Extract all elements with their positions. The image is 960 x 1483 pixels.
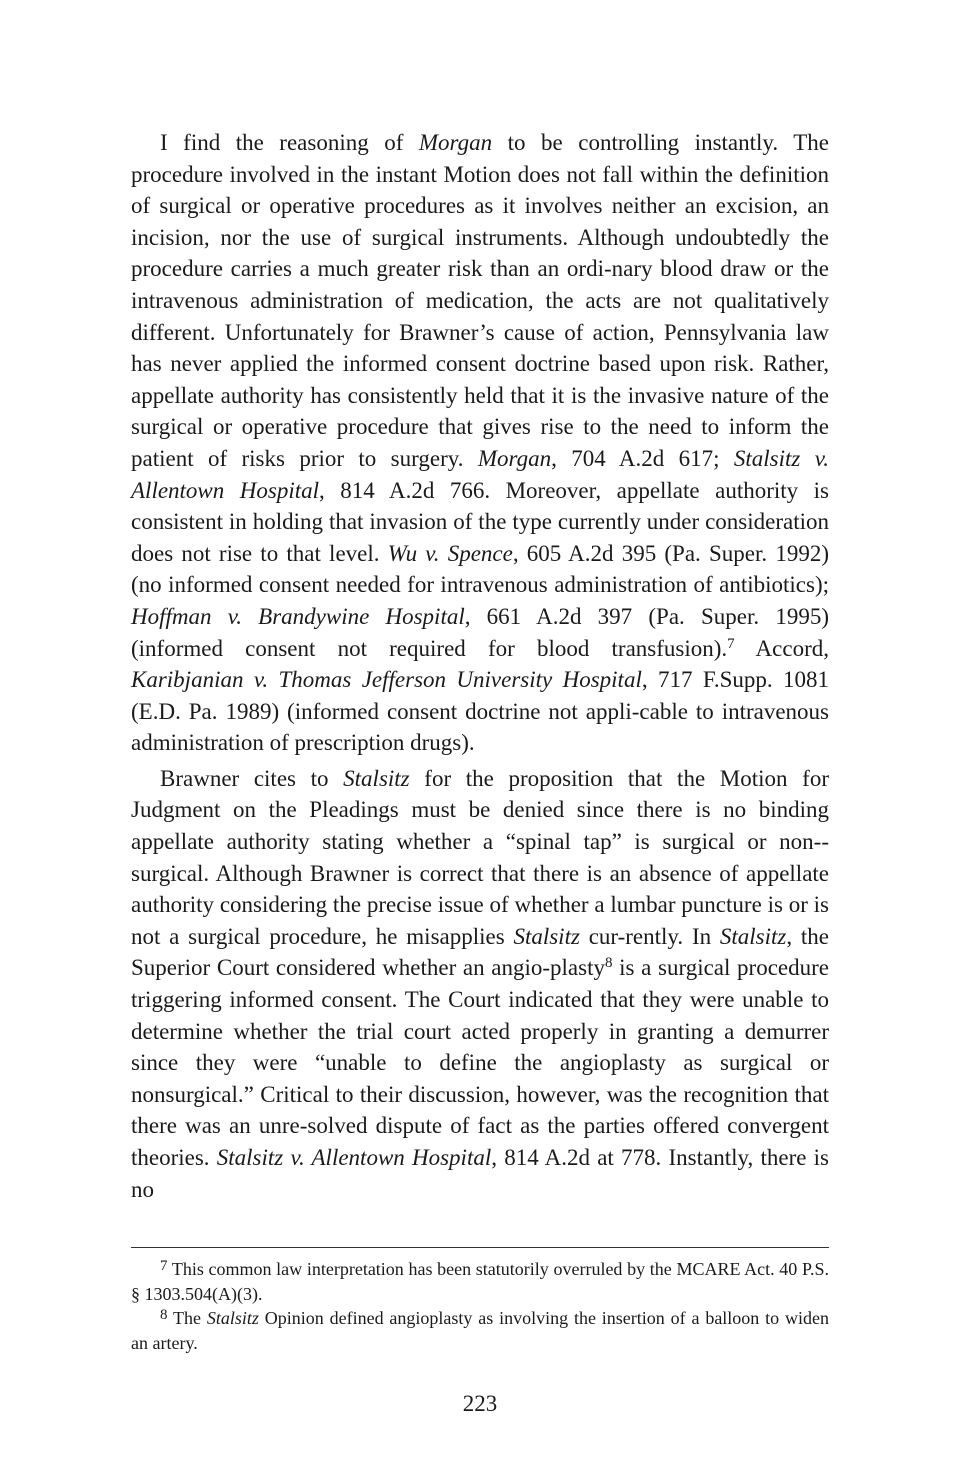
text-run: , the Superior Court considered whether an angio-plasty: [131, 923, 829, 981]
case-citation: Morgan: [477, 445, 552, 471]
text-run: , 605 A.2d 395 (Pa. Super. 1992) (no informed consent needed for intravenous administration of antibiotics);: [131, 540, 829, 598]
footnotes: [131, 1247, 829, 1355]
text-run: for the proposition that the Motion for Judgment on the Pleadings must be denied since there is no binding appellate authority stating whether a “spinal tap” is surgical or non-surgical. Although Brawner is correct that there is an absence of appellate authority considering the precise issue of whether a lumbar puncture is or is not a surgical procedure, he misapplies: [131, 765, 829, 949]
footnote-reference: 8: [604, 955, 613, 972]
text-run: Accord,: [734, 635, 829, 661]
page-number: 223: [462, 1391, 498, 1416]
text-run: , 814 A.2d 766. Moreover, appellate authority is consistent in holding that invasion of the type currently under consideration does not rise to that level.: [131, 477, 829, 566]
footnote-8-marker: 8: [160, 1307, 168, 1323]
footnote-8-text-after: Opinion defined angioplasty as involving the insertion of a balloon to widen an artery.: [131, 1308, 830, 1353]
footnote-8: [131, 1306, 829, 1355]
footnote-7: [131, 1257, 829, 1306]
document-body: [131, 127, 829, 1205]
text-run: , 717 F.Supp. 1081 (E.D. Pa. 1989) (informed consent doctrine not appli-cable to intravenous administration of prescription drugs).: [131, 667, 829, 756]
paragraph-1: [131, 127, 829, 759]
text-run: , 814 A.2d at 778. Instantly, there is no: [131, 1145, 829, 1202]
footnote-7-text: This common law interpretation has been statutorily overruled by the MCARE Act. 40 P.S. § 1303.504(A)(3).: [131, 1259, 829, 1304]
case-citation: Stalsitz: [719, 923, 787, 949]
text-run: I find the reasoning of: [160, 130, 419, 155]
text-run: Brawner cites to: [160, 765, 344, 791]
text-run: to be controlling instantly. The procedure involved in the instant Motion does not fall within the definition of surgical or operative procedures as it involves neither an excision, an incision, nor the use of surgical instruments. Although undoubtedly the procedure carries a much greater risk than an ordi-nary blood draw or the intravenous administration of medication, the acts are not qualitatively different. Unfortunately for Brawner’s cause of action, Pennsylvania law has never applied the informed consent doctrine based upon risk. Rather, appellate authority has consistently held that it is the invasive nature of the surgical or operative procedure that gives rise to the need to inform the patient of risks prior to surgery.: [131, 130, 829, 471]
paragraph-2: [131, 763, 829, 1205]
text-run: , 661 A.2d 397 (Pa. Super. 1995) (informed consent not required for blood transfusion).: [131, 603, 829, 661]
case-citation: Stalsitz: [343, 765, 410, 791]
footnote-8-text-before: The: [167, 1308, 207, 1328]
case-citation: Stalsitz v. Allentown Hospital: [216, 1145, 492, 1170]
text-run: is a surgical procedure triggering informed consent. The Court indicated that they were unable to determine whether the trial court acted properly in granting a demurrer since they were “unable to define the angioplasty as surgical or nonsurgical.” Critical to their discussion, however, was the recognition that there was an unre-solved dispute of fact as the parties offered convergent theories.: [131, 955, 829, 1170]
footnote-divider: [131, 1247, 829, 1248]
case-citation: Hoffman v. Brandywine Hospital: [131, 603, 465, 629]
case-citation: Stalsitz: [513, 923, 580, 949]
case-citation: Karibjanian v. Thomas Jefferson University Hospital: [131, 667, 642, 693]
footnote-reference: 7: [727, 635, 735, 652]
case-citation: Morgan: [418, 130, 493, 155]
case-citation: Wu v. Spence: [387, 540, 513, 566]
footnote-8-case-name: Stalsitz: [206, 1308, 259, 1328]
text-run: , 704 A.2d 617;: [551, 445, 734, 471]
case-citation: Stalsitz v. Allentown Hospital: [131, 445, 829, 503]
text-run: cur-rently. In: [579, 923, 720, 949]
footnote-7-marker: 7: [160, 1258, 168, 1274]
